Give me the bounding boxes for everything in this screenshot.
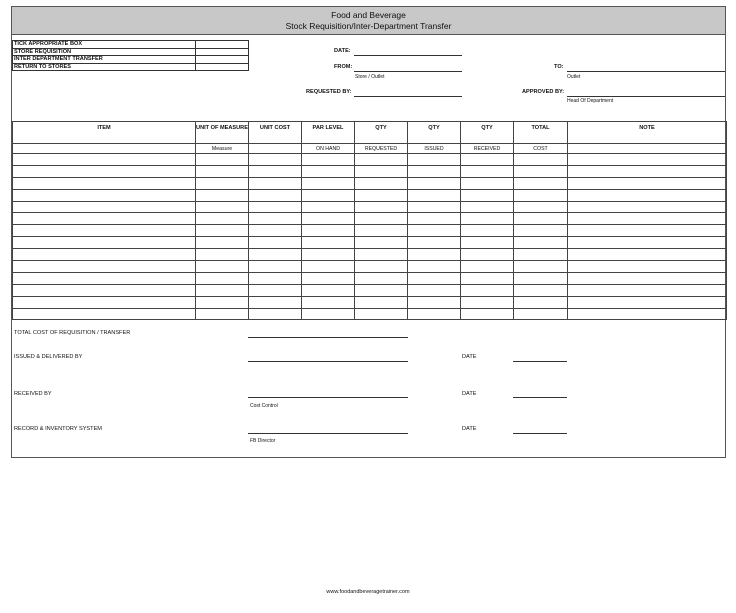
table-cell[interactable] bbox=[408, 249, 461, 261]
requested-by-field[interactable] bbox=[354, 96, 462, 97]
table-cell[interactable] bbox=[249, 284, 302, 296]
table-cell[interactable] bbox=[568, 154, 727, 166]
approved-by-sublabel: Head Of Department bbox=[567, 98, 614, 104]
tick-option-return-to-stores: RETURN TO STORES bbox=[13, 63, 196, 71]
table-cell[interactable] bbox=[355, 261, 408, 273]
table-header-row bbox=[13, 122, 727, 144]
table-cell[interactable] bbox=[13, 284, 196, 296]
table-cell[interactable] bbox=[514, 308, 568, 320]
table-cell[interactable] bbox=[196, 249, 249, 261]
table-cell[interactable] bbox=[196, 201, 249, 213]
table-cell[interactable] bbox=[408, 237, 461, 249]
table-cell[interactable] bbox=[302, 261, 355, 273]
table-cell[interactable] bbox=[568, 261, 727, 273]
table-cell[interactable] bbox=[514, 261, 568, 273]
received-date-label: DATE bbox=[462, 391, 477, 397]
table-cell[interactable] bbox=[249, 165, 302, 177]
table-cell[interactable] bbox=[461, 296, 514, 308]
table-cell[interactable] bbox=[408, 284, 461, 296]
table-cell[interactable] bbox=[408, 225, 461, 237]
table-row bbox=[13, 261, 727, 273]
table-row bbox=[13, 189, 727, 201]
table-cell[interactable] bbox=[408, 189, 461, 201]
requested-by-label: REQUESTED BY: bbox=[306, 89, 352, 95]
table-cell[interactable] bbox=[249, 308, 302, 320]
table-cell[interactable] bbox=[302, 249, 355, 261]
table-cell[interactable] bbox=[514, 272, 568, 284]
table-cell[interactable] bbox=[568, 225, 727, 237]
form-title: Food and Beverage bbox=[331, 10, 406, 20]
col-sub-note bbox=[568, 144, 727, 154]
table-cell[interactable] bbox=[514, 225, 568, 237]
col-sub-issued: ISSUED bbox=[408, 144, 461, 154]
table-cell[interactable] bbox=[408, 308, 461, 320]
col-header-item: ITEM bbox=[13, 122, 196, 144]
table-cell[interactable] bbox=[514, 201, 568, 213]
table-cell[interactable] bbox=[355, 284, 408, 296]
table-cell[interactable] bbox=[249, 249, 302, 261]
col-sub-cost: COST bbox=[514, 144, 568, 154]
to-sublabel: Outlet bbox=[567, 74, 581, 80]
table-cell[interactable] bbox=[196, 272, 249, 284]
table-cell[interactable] bbox=[461, 237, 514, 249]
table-cell[interactable] bbox=[408, 154, 461, 166]
table-cell[interactable] bbox=[249, 213, 302, 225]
table-cell[interactable] bbox=[196, 284, 249, 296]
table-cell[interactable] bbox=[13, 189, 196, 201]
date-field[interactable] bbox=[354, 55, 462, 56]
col-header-unit-of-measure: UNIT OF MEASURE bbox=[196, 122, 249, 144]
table-cell[interactable] bbox=[196, 296, 249, 308]
from-sublabel: Store / Outlet bbox=[355, 74, 385, 80]
issued-date-label: DATE bbox=[462, 354, 477, 360]
table-cell[interactable] bbox=[408, 201, 461, 213]
total-cost-field[interactable] bbox=[248, 337, 408, 338]
from-field[interactable] bbox=[354, 71, 462, 72]
table-cell[interactable] bbox=[355, 308, 408, 320]
col-sub-item bbox=[13, 144, 196, 154]
table-cell[interactable] bbox=[568, 284, 727, 296]
col-header-total: TOTAL bbox=[514, 122, 568, 144]
table-cell[interactable] bbox=[461, 284, 514, 296]
table-cell[interactable] bbox=[302, 213, 355, 225]
col-header-qty-issued: QTY bbox=[408, 122, 461, 144]
col-sub-on-hand: ON HAND bbox=[302, 144, 355, 154]
table-cell[interactable] bbox=[514, 177, 568, 189]
table-cell[interactable] bbox=[461, 154, 514, 166]
table-row bbox=[13, 296, 727, 308]
table-cell[interactable] bbox=[514, 213, 568, 225]
col-sub-unit-cost bbox=[249, 144, 302, 154]
table-cell[interactable] bbox=[196, 225, 249, 237]
issued-date-field[interactable] bbox=[513, 361, 567, 362]
table-cell[interactable] bbox=[568, 308, 727, 320]
table-row bbox=[13, 284, 727, 296]
table-cell[interactable] bbox=[355, 154, 408, 166]
col-header-note: NOTE bbox=[568, 122, 727, 144]
table-cell[interactable] bbox=[196, 213, 249, 225]
table-cell[interactable] bbox=[355, 189, 408, 201]
table-cell[interactable] bbox=[408, 177, 461, 189]
date-label: DATE: bbox=[334, 48, 351, 54]
tick-box-heading: TICK APPROPRIATE BOX bbox=[13, 41, 196, 49]
table-cell[interactable] bbox=[13, 296, 196, 308]
table-cell[interactable] bbox=[461, 177, 514, 189]
table-cell[interactable] bbox=[408, 213, 461, 225]
table-cell[interactable] bbox=[568, 189, 727, 201]
table-row bbox=[13, 177, 727, 189]
table-cell[interactable] bbox=[13, 308, 196, 320]
form-header bbox=[12, 7, 725, 35]
tick-box-table bbox=[12, 40, 249, 71]
issued-by-label: ISSUED & DELIVERED BY bbox=[14, 354, 83, 360]
table-cell[interactable] bbox=[514, 189, 568, 201]
table-cell[interactable] bbox=[408, 165, 461, 177]
table-row bbox=[13, 201, 727, 213]
received-by-label: RECEIVED BY bbox=[14, 391, 52, 397]
table-cell[interactable] bbox=[196, 177, 249, 189]
table-cell[interactable] bbox=[13, 213, 196, 225]
table-cell[interactable] bbox=[355, 249, 408, 261]
table-cell[interactable] bbox=[13, 272, 196, 284]
table-cell[interactable] bbox=[461, 213, 514, 225]
table-cell[interactable] bbox=[13, 225, 196, 237]
table-cell[interactable] bbox=[302, 237, 355, 249]
tick-option-store-requisition: STORE REQUISITION bbox=[13, 48, 196, 56]
table-cell[interactable] bbox=[461, 201, 514, 213]
table-cell[interactable] bbox=[196, 308, 249, 320]
table-cell[interactable] bbox=[514, 249, 568, 261]
table-cell[interactable] bbox=[302, 225, 355, 237]
record-system-sublabel: FB Director bbox=[250, 438, 276, 444]
table-row bbox=[13, 308, 727, 320]
table-cell[interactable] bbox=[302, 201, 355, 213]
table-cell[interactable] bbox=[568, 213, 727, 225]
form-subtitle: Stock Requisition/Inter-Department Transfer bbox=[285, 21, 452, 31]
table-cell[interactable] bbox=[568, 177, 727, 189]
table-cell[interactable] bbox=[568, 201, 727, 213]
website-url: www.foodandbeveragetrainer.com bbox=[326, 589, 410, 595]
table-cell[interactable] bbox=[13, 201, 196, 213]
table-cell[interactable] bbox=[302, 308, 355, 320]
table-subheader-row bbox=[13, 144, 727, 154]
table-cell[interactable] bbox=[355, 272, 408, 284]
table-cell[interactable] bbox=[355, 165, 408, 177]
table-cell[interactable] bbox=[568, 165, 727, 177]
table-cell[interactable] bbox=[408, 261, 461, 273]
received-date-field[interactable] bbox=[513, 397, 567, 398]
table-row bbox=[13, 213, 727, 225]
items-table bbox=[12, 121, 727, 320]
table-cell[interactable] bbox=[13, 237, 196, 249]
table-cell[interactable] bbox=[514, 165, 568, 177]
table-cell[interactable] bbox=[249, 201, 302, 213]
record-date-label: DATE bbox=[462, 426, 477, 432]
table-cell[interactable] bbox=[249, 296, 302, 308]
table-row bbox=[13, 154, 727, 166]
table-cell[interactable] bbox=[302, 272, 355, 284]
col-header-qty-received: QTY bbox=[461, 122, 514, 144]
table-cell[interactable] bbox=[568, 296, 727, 308]
table-cell[interactable] bbox=[196, 261, 249, 273]
table-cell[interactable] bbox=[408, 296, 461, 308]
table-cell[interactable] bbox=[408, 272, 461, 284]
table-row bbox=[13, 249, 727, 261]
table-cell[interactable] bbox=[302, 189, 355, 201]
table-cell[interactable] bbox=[196, 165, 249, 177]
tick-option-inter-department: INTER DEPARTMENT TRANSFER bbox=[13, 56, 196, 64]
table-cell[interactable] bbox=[461, 261, 514, 273]
table-cell[interactable] bbox=[13, 177, 196, 189]
table-row bbox=[13, 272, 727, 284]
table-cell[interactable] bbox=[568, 237, 727, 249]
table-cell[interactable] bbox=[302, 154, 355, 166]
issued-by-field[interactable] bbox=[248, 361, 408, 362]
received-by-sublabel: Cost Control bbox=[250, 403, 278, 409]
table-cell[interactable] bbox=[514, 296, 568, 308]
item-rows bbox=[13, 154, 727, 320]
table-cell[interactable] bbox=[461, 165, 514, 177]
table-cell[interactable] bbox=[355, 201, 408, 213]
table-row bbox=[13, 165, 727, 177]
table-cell[interactable] bbox=[461, 225, 514, 237]
checkbox-store-requisition[interactable] bbox=[196, 48, 249, 56]
table-cell[interactable] bbox=[461, 272, 514, 284]
table-cell[interactable] bbox=[13, 261, 196, 273]
table-cell[interactable] bbox=[302, 165, 355, 177]
table-cell[interactable] bbox=[568, 249, 727, 261]
table-cell[interactable] bbox=[355, 213, 408, 225]
table-cell[interactable] bbox=[514, 284, 568, 296]
table-cell[interactable] bbox=[302, 284, 355, 296]
table-cell[interactable] bbox=[302, 177, 355, 189]
table-row bbox=[13, 225, 727, 237]
col-sub-measure: Measure bbox=[196, 144, 249, 154]
col-sub-requested: REQUESTED bbox=[355, 144, 408, 154]
from-label: FROM: bbox=[334, 64, 353, 70]
table-cell[interactable] bbox=[249, 261, 302, 273]
table-cell[interactable] bbox=[461, 189, 514, 201]
table-cell[interactable] bbox=[249, 237, 302, 249]
record-date-field[interactable] bbox=[513, 433, 567, 434]
table-cell[interactable] bbox=[568, 272, 727, 284]
record-system-label: RECORD & INVENTORY SYSTEM bbox=[14, 426, 102, 432]
table-cell[interactable] bbox=[13, 154, 196, 166]
approved-by-field[interactable] bbox=[567, 96, 725, 97]
table-cell[interactable] bbox=[461, 249, 514, 261]
table-cell[interactable] bbox=[249, 225, 302, 237]
col-header-qty-requested: QTY bbox=[355, 122, 408, 144]
table-cell[interactable] bbox=[355, 296, 408, 308]
table-cell[interactable] bbox=[196, 189, 249, 201]
col-header-par-level: PAR LEVEL bbox=[302, 122, 355, 144]
table-cell[interactable] bbox=[355, 237, 408, 249]
table-cell[interactable] bbox=[13, 249, 196, 261]
table-cell[interactable] bbox=[514, 154, 568, 166]
table-cell[interactable] bbox=[514, 237, 568, 249]
requisition-form bbox=[11, 6, 726, 458]
table-row bbox=[13, 237, 727, 249]
total-cost-label: TOTAL COST OF REQUISITION / TRANSFER bbox=[14, 330, 131, 336]
table-cell[interactable] bbox=[249, 177, 302, 189]
record-system-field[interactable] bbox=[248, 433, 408, 434]
table-cell[interactable] bbox=[302, 296, 355, 308]
table-cell[interactable] bbox=[355, 225, 408, 237]
checkbox-return-to-stores[interactable] bbox=[196, 63, 249, 71]
table-cell[interactable] bbox=[249, 272, 302, 284]
to-label: TO: bbox=[554, 64, 564, 70]
table-cell[interactable] bbox=[355, 177, 408, 189]
table-cell[interactable] bbox=[13, 165, 196, 177]
received-by-field[interactable] bbox=[248, 397, 408, 398]
table-cell[interactable] bbox=[196, 237, 249, 249]
tick-box-heading-cell bbox=[196, 41, 249, 49]
checkbox-inter-department[interactable] bbox=[196, 56, 249, 64]
to-field[interactable] bbox=[567, 71, 725, 72]
approved-by-label: APPROVED BY: bbox=[522, 89, 565, 95]
table-cell[interactable] bbox=[249, 189, 302, 201]
table-cell[interactable] bbox=[249, 154, 302, 166]
table-cell[interactable] bbox=[461, 308, 514, 320]
col-sub-received: RECEIVED bbox=[461, 144, 514, 154]
col-header-unit-cost: UNIT COST bbox=[249, 122, 302, 144]
table-cell[interactable] bbox=[196, 154, 249, 166]
